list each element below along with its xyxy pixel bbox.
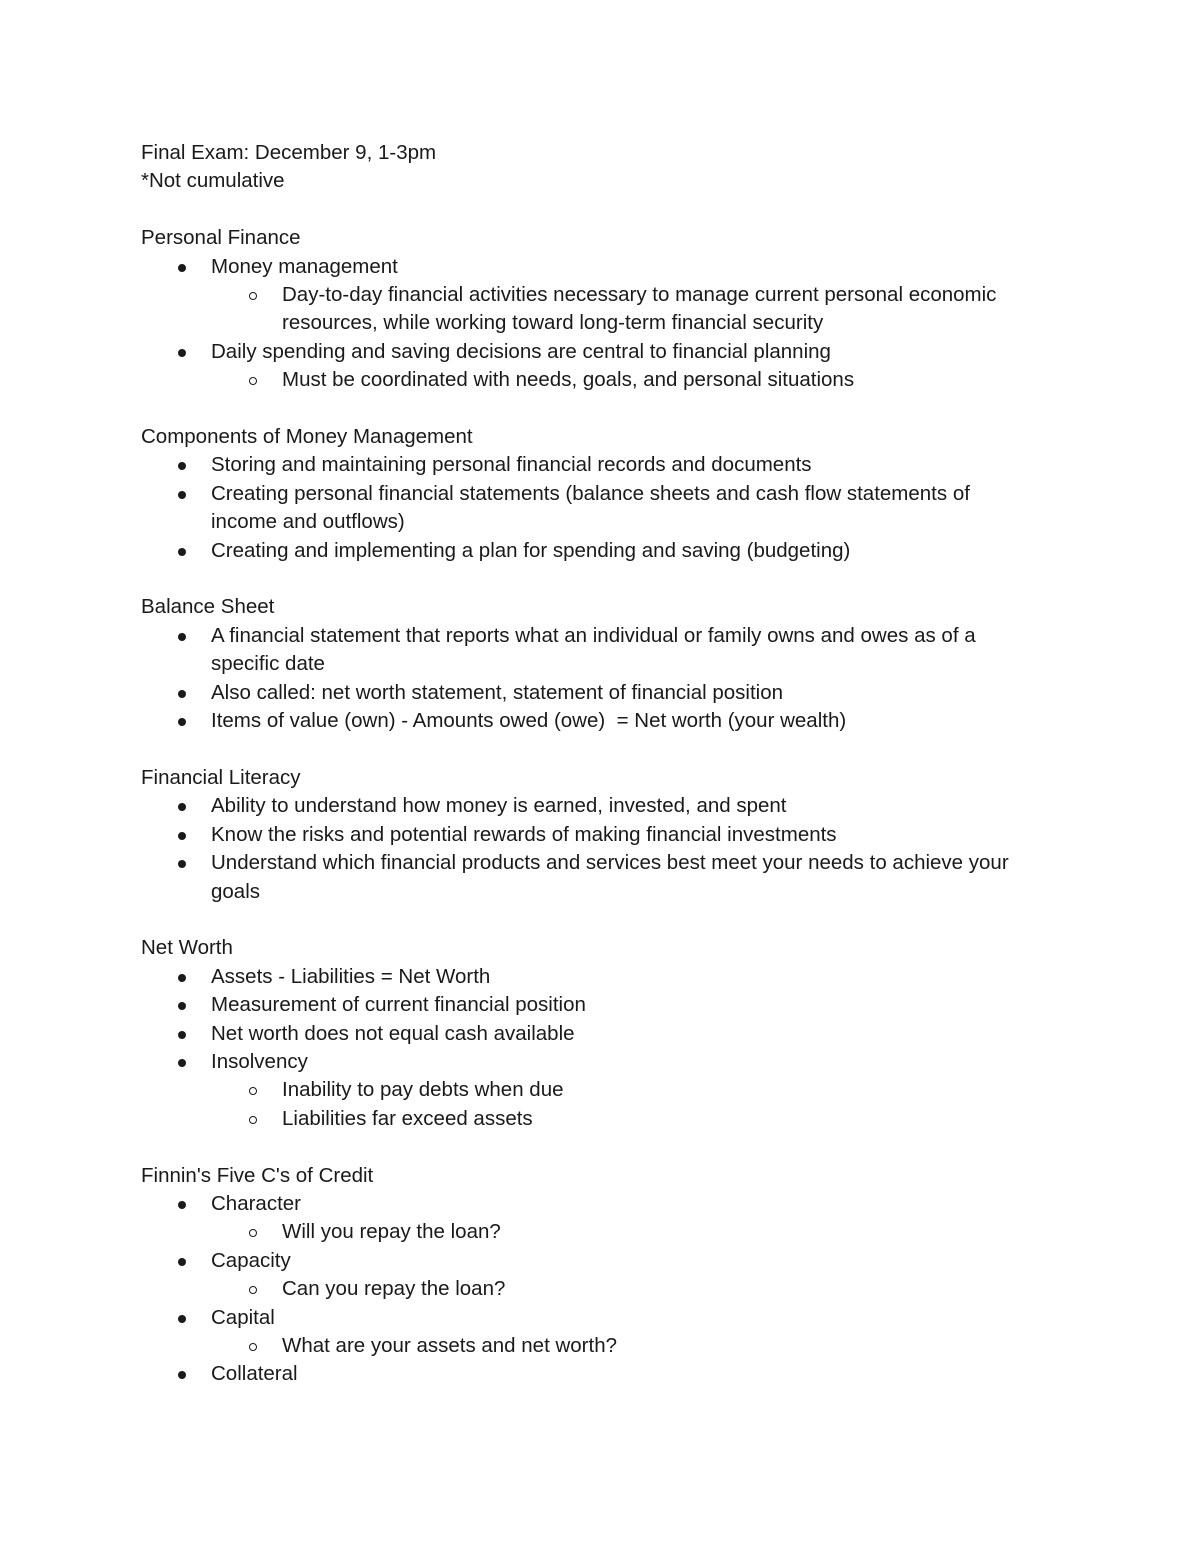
section-title: Components of Money Management [141,425,473,449]
list-item [211,480,1026,537]
sub-list-item [282,366,1071,394]
list-item [211,991,1071,1019]
sub-bullet-list [211,281,1071,338]
sub-list-item [282,1076,1071,1104]
list-item-text: Insolvency [211,1049,308,1073]
bullet-icon [178,349,186,357]
list-item [211,1048,1071,1133]
sub-list-item-text: Liabilities far exceed assets [282,1106,533,1130]
section-balance-sheet [141,593,1071,735]
list-item [211,1020,1071,1048]
bullet-list [141,622,1071,736]
hollow-bullet-icon [249,1229,257,1237]
bullet-icon [178,690,186,698]
section-title: Personal Finance [141,226,301,250]
list-item [211,1247,1071,1304]
sub-list-item-text: What are your assets and net worth? [282,1333,618,1357]
bullet-icon [178,860,186,868]
list-item [211,253,1071,338]
list-item-text: Items of value (own) - Amounts owed (owe) = Net worth (your wealth) [211,709,847,733]
sub-list-item [282,1275,1071,1303]
list-item-text: Also called: net worth statement, statement of financial position [211,680,784,704]
hollow-bullet-icon [249,1286,257,1294]
bullet-icon [178,462,186,470]
section-personal-finance [141,224,1071,394]
list-item-text: A financial statement that reports what an individual or family owns and owes as of a specific date [211,623,976,676]
list-item-text: Capacity [211,1248,291,1272]
sub-list-item-text: Day-to-day financial activities necessary to manage current personal economic resources, while working toward long-term financial security [282,283,997,335]
list-item-text: Ability to understand how money is earned, invested, and spent [211,794,787,818]
list-item [211,792,1071,820]
list-item-text: Measurement of current financial position [211,993,586,1017]
bullet-icon [178,832,186,840]
not-cumulative-note: *Not cumulative [141,169,285,193]
list-item-text: Collateral [211,1362,298,1386]
bullet-icon [178,803,186,811]
list-item-text: Understand which financial products and services best meet your needs to achieve your goals [211,851,1009,903]
list-item [211,1360,1071,1388]
bullet-list [141,1190,1071,1389]
bullet-icon [178,974,186,982]
section-title: Net Worth [141,936,233,960]
spacer [141,1133,1071,1161]
list-item-text: Creating and implementing a plan for spending and saving (budgeting) [211,538,851,562]
sub-list-item-text: Must be coordinated with needs, goals, and personal situations [282,368,855,392]
document-page [141,139,1071,1389]
section-title: Balance Sheet [141,595,275,619]
sub-list-item [282,281,1037,338]
bullet-list [141,451,1071,565]
hollow-bullet-icon [249,292,257,300]
list-item-text: Net worth does not equal cash available [211,1021,575,1045]
bullet-list [141,963,1071,1133]
list-item-text: Storing and maintaining personal financial records and documents [211,453,812,477]
list-item-text: Capital [211,1305,275,1329]
list-item [211,849,1056,906]
bullet-icon [178,633,186,641]
bullet-icon [178,1371,186,1379]
spacer [141,906,1071,934]
section-title: Financial Literacy [141,765,301,789]
hollow-bullet-icon [249,1087,257,1095]
bullet-icon [178,548,186,556]
sub-bullet-list [211,1332,1071,1360]
sub-list-item [282,1332,1071,1360]
sub-list-item [282,1105,1071,1133]
list-item [211,707,1071,735]
bullet-icon [178,1002,186,1010]
bullet-list [141,253,1071,395]
sub-bullet-list [211,1076,1071,1133]
bullet-icon [178,1258,186,1266]
list-item [211,537,1071,565]
sub-bullet-list [211,1275,1071,1303]
hollow-bullet-icon [249,377,257,385]
bullet-icon [178,491,186,499]
bullet-icon [178,1201,186,1209]
hollow-bullet-icon [249,1343,257,1351]
section-net-worth [141,934,1071,1133]
list-item [211,821,1071,849]
list-item [211,622,1031,679]
sub-list-item-text: Can you repay the loan? [282,1277,506,1301]
list-item [211,679,1071,707]
sub-bullet-list [211,366,1071,394]
list-item-text: Money management [211,254,398,278]
bullet-icon [178,718,186,726]
list-item [211,338,1071,395]
hollow-bullet-icon [249,1116,257,1124]
list-item [211,1190,1071,1247]
list-item [211,963,1071,991]
section-financial-literacy [141,764,1071,906]
list-item-text: Daily spending and saving decisions are central to financial planning [211,339,831,363]
section-five-cs-of-credit [141,1162,1071,1389]
spacer [141,735,1071,763]
spacer [141,395,1071,423]
sub-list-item [282,1218,1071,1246]
bullet-icon [178,264,186,272]
sub-list-item-text: Will you repay the loan? [282,1220,501,1244]
bullet-icon [178,1315,186,1323]
sub-list-item-text: Inability to pay debts when due [282,1078,564,1102]
section-components [141,423,1071,565]
list-item-text: Know the risks and potential rewards of making financial investments [211,822,837,846]
bullet-list [141,792,1071,906]
list-item-text: Character [211,1191,302,1215]
list-item-text: Creating personal financial statements (balance sheets and cash flow statements of income and outflows) [211,481,970,534]
spacer [141,565,1071,593]
bullet-icon [178,1059,186,1067]
exam-date-line: Final Exam: December 9, 1-3pm [141,141,437,164]
list-item [211,451,1071,479]
spacer [141,196,1071,224]
list-item-text: Assets - Liabilities = Net Worth [211,964,491,988]
section-title: Finnin's Five C's of Credit [141,1163,374,1187]
sub-bullet-list [211,1218,1071,1246]
bullet-icon [178,1031,186,1039]
list-item [211,1304,1071,1361]
